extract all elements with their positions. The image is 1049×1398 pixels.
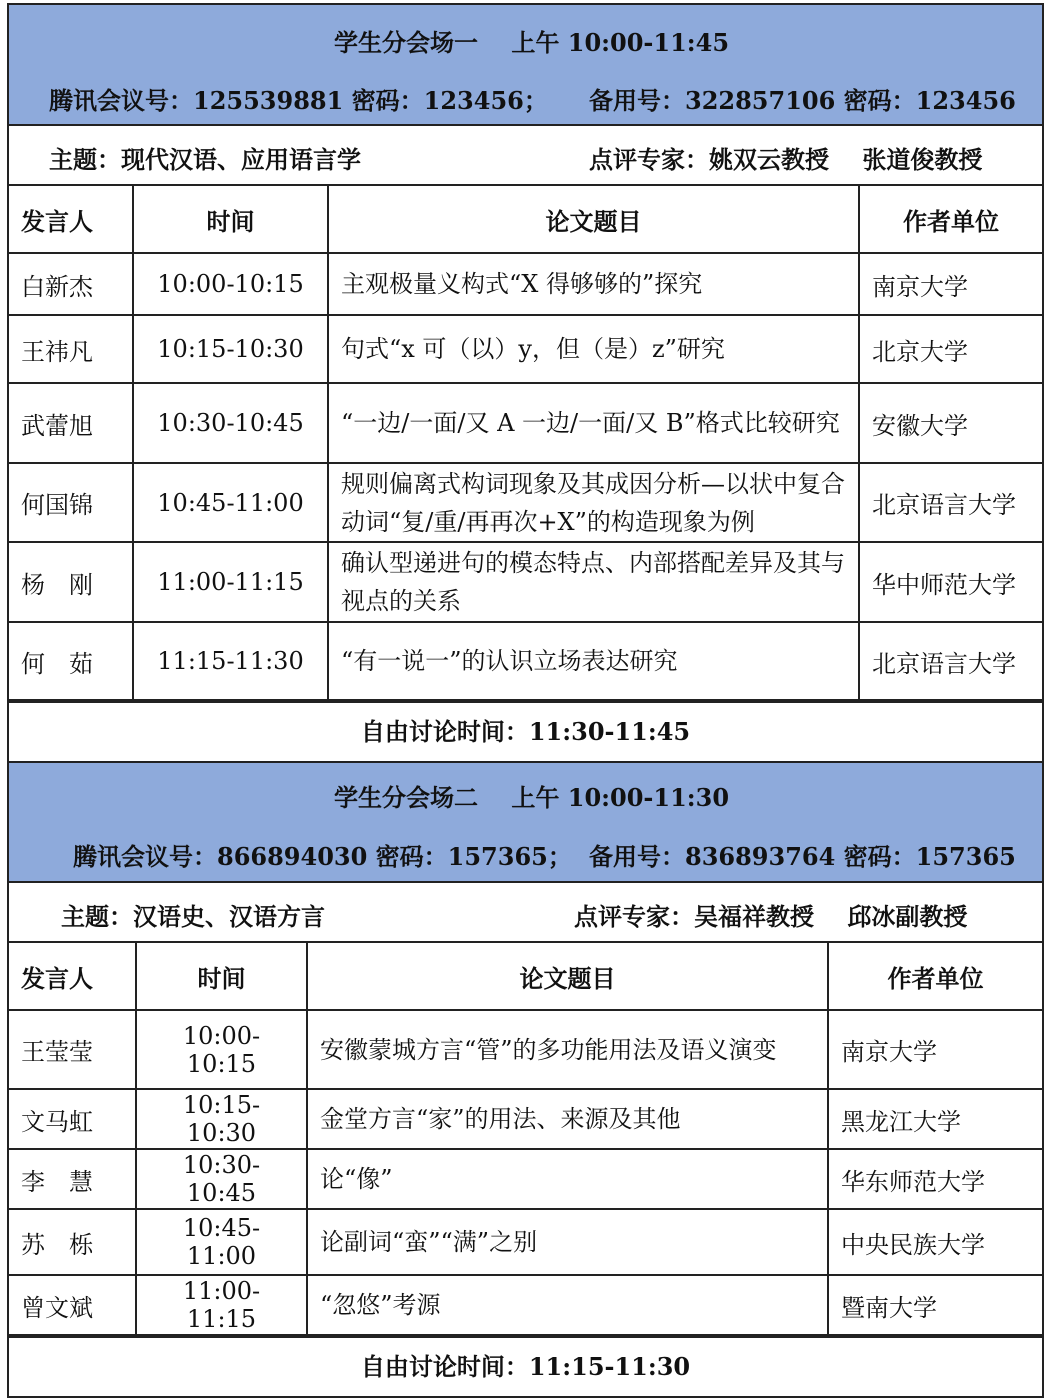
table-row <box>9 463 1042 542</box>
affiliation: 南京大学 <box>828 1010 1042 1089</box>
tencent-label: 腾讯会议号： <box>73 842 217 871</box>
password: 123456； <box>423 86 548 115</box>
speaker: 白新杰 <box>9 253 133 315</box>
table-row <box>9 1149 1042 1209</box>
column-header: 作者单位 <box>859 186 1042 253</box>
schedule-table <box>9 943 1042 1336</box>
column-header: 作者单位 <box>828 943 1042 1010</box>
password: 157365； <box>447 842 572 871</box>
session-title-line <box>334 23 1042 58</box>
time-slot: 11:15-11:30 <box>133 622 328 700</box>
backup-id: 322857106 <box>685 86 836 115</box>
time-slot: 10:00-10:15 <box>136 1010 307 1089</box>
session-block <box>7 761 1044 1398</box>
backup-label: 备用号： <box>589 86 685 115</box>
column-header: 发言人 <box>9 943 136 1010</box>
reviewers: 点评专家：姚双云教授 张道俊教授 <box>589 145 983 174</box>
speaker: 王莹莹 <box>9 1010 136 1089</box>
time-slot: 10:15-10:30 <box>136 1089 307 1149</box>
affiliation: 黑龙江大学 <box>828 1089 1042 1149</box>
password-label: 密码： <box>375 842 448 871</box>
time-slot: 11:00-11:15 <box>133 542 328 622</box>
session-title: 学生分会场二 <box>334 783 478 812</box>
topic: 主题：汉语史、汉语方言 <box>61 902 325 931</box>
affiliation: 安徽大学 <box>859 383 1042 463</box>
time-slot: 10:00-10:15 <box>133 253 328 315</box>
session-time: 上午 10:00-11:30 <box>511 783 730 812</box>
column-header: 时间 <box>133 186 328 253</box>
paper-title: 规则偏离式构词现象及其成因分析—以状中复合动词“复/重/再再次+X”的构造现象为例 <box>328 463 859 542</box>
time-slot: 10:45-11:00 <box>136 1209 307 1275</box>
time-slot: 10:30-10:45 <box>133 383 328 463</box>
affiliation: 北京语言大学 <box>859 622 1042 700</box>
speaker: 苏 栎 <box>9 1209 136 1275</box>
password-label: 密码： <box>351 86 424 115</box>
table-row <box>9 542 1042 622</box>
affiliation: 华中师范大学 <box>859 542 1042 622</box>
paper-title: 论副词“蛮”“满”之别 <box>307 1209 828 1275</box>
affiliation: 北京语言大学 <box>859 463 1042 542</box>
backup-info-line <box>589 837 1042 872</box>
table-row <box>9 383 1042 463</box>
paper-title: 论“像” <box>307 1149 828 1209</box>
speaker: 文马虹 <box>9 1089 136 1149</box>
topic-row <box>9 126 1042 186</box>
session-title-line <box>334 778 1042 813</box>
speaker: 杨 刚 <box>9 542 133 622</box>
backup-label: 备用号： <box>589 842 685 871</box>
session-title: 学生分会场一 <box>334 28 478 57</box>
table-header-row <box>9 186 1042 253</box>
time-slot: 10:45-11:00 <box>133 463 328 542</box>
topic-row <box>9 883 1042 943</box>
session-time: 上午 10:00-11:45 <box>511 28 730 57</box>
paper-title: 主观极量义构式“X 得够够的”探究 <box>328 253 859 315</box>
backup-password-label: 密码： <box>843 86 916 115</box>
backup-password: 157365 <box>915 842 1016 871</box>
table-row <box>9 622 1042 700</box>
affiliation: 中央民族大学 <box>828 1209 1042 1275</box>
column-header: 论文题目 <box>307 943 828 1010</box>
speaker: 王祎凡 <box>9 315 133 383</box>
backup-password-label: 密码： <box>843 842 916 871</box>
time-slot: 11:00-11:15 <box>136 1275 307 1335</box>
paper-title: 安徽蒙城方言“管”的多功能用法及语义演变 <box>307 1010 828 1089</box>
affiliation: 南京大学 <box>859 253 1042 315</box>
column-header: 论文题目 <box>328 186 859 253</box>
column-header: 发言人 <box>9 186 133 253</box>
backup-info-line <box>589 81 1042 116</box>
speaker: 武蕾旭 <box>9 383 133 463</box>
paper-title: 句式“x 可（以）y，但（是）z”研究 <box>328 315 859 383</box>
column-header: 时间 <box>136 943 307 1010</box>
tencent-id: 125539881 <box>193 86 344 115</box>
table-row <box>9 1275 1042 1335</box>
session-header <box>9 763 1042 883</box>
table-row <box>9 1010 1042 1089</box>
table-row <box>9 1089 1042 1149</box>
free-discussion: 自由讨论时间：11:30-11:45 <box>9 701 1042 761</box>
reviewers: 点评专家：吴福祥教授 邱冰副教授 <box>574 902 968 931</box>
speaker: 曾文斌 <box>9 1275 136 1335</box>
speaker: 何国锦 <box>9 463 133 542</box>
speaker: 李 慧 <box>9 1149 136 1209</box>
paper-title: “忽悠”考源 <box>307 1275 828 1335</box>
affiliation: 北京大学 <box>859 315 1042 383</box>
table-row <box>9 315 1042 383</box>
table-row <box>9 1209 1042 1275</box>
tencent-label: 腾讯会议号： <box>49 86 193 115</box>
paper-title: “有一说一”的认识立场表达研究 <box>328 622 859 700</box>
paper-title: “一边/一面/又 A 一边/一面/又 B”格式比较研究 <box>328 383 859 463</box>
session-block <box>7 3 1044 761</box>
time-slot: 10:30-10:45 <box>136 1149 307 1209</box>
tencent-id: 866894030 <box>217 842 368 871</box>
paper-title: 金堂方言“家”的用法、来源及其他 <box>307 1089 828 1149</box>
free-discussion: 自由讨论时间：11:15-11:30 <box>9 1336 1042 1396</box>
topic: 主题：现代汉语、应用语言学 <box>49 145 361 174</box>
backup-password: 123456 <box>915 86 1016 115</box>
session-header <box>9 5 1042 126</box>
time-slot: 10:15-10:30 <box>133 315 328 383</box>
table-row <box>9 253 1042 315</box>
affiliation: 暨南大学 <box>828 1275 1042 1335</box>
backup-id: 836893764 <box>685 842 836 871</box>
schedule-table <box>9 186 1042 701</box>
table-header-row <box>9 943 1042 1010</box>
schedule-sheet <box>7 3 1044 1398</box>
affiliation: 华东师范大学 <box>828 1149 1042 1209</box>
speaker: 何 茹 <box>9 622 133 700</box>
paper-title: 确认型递进句的模态特点、内部搭配差异及其与视点的关系 <box>328 542 859 622</box>
